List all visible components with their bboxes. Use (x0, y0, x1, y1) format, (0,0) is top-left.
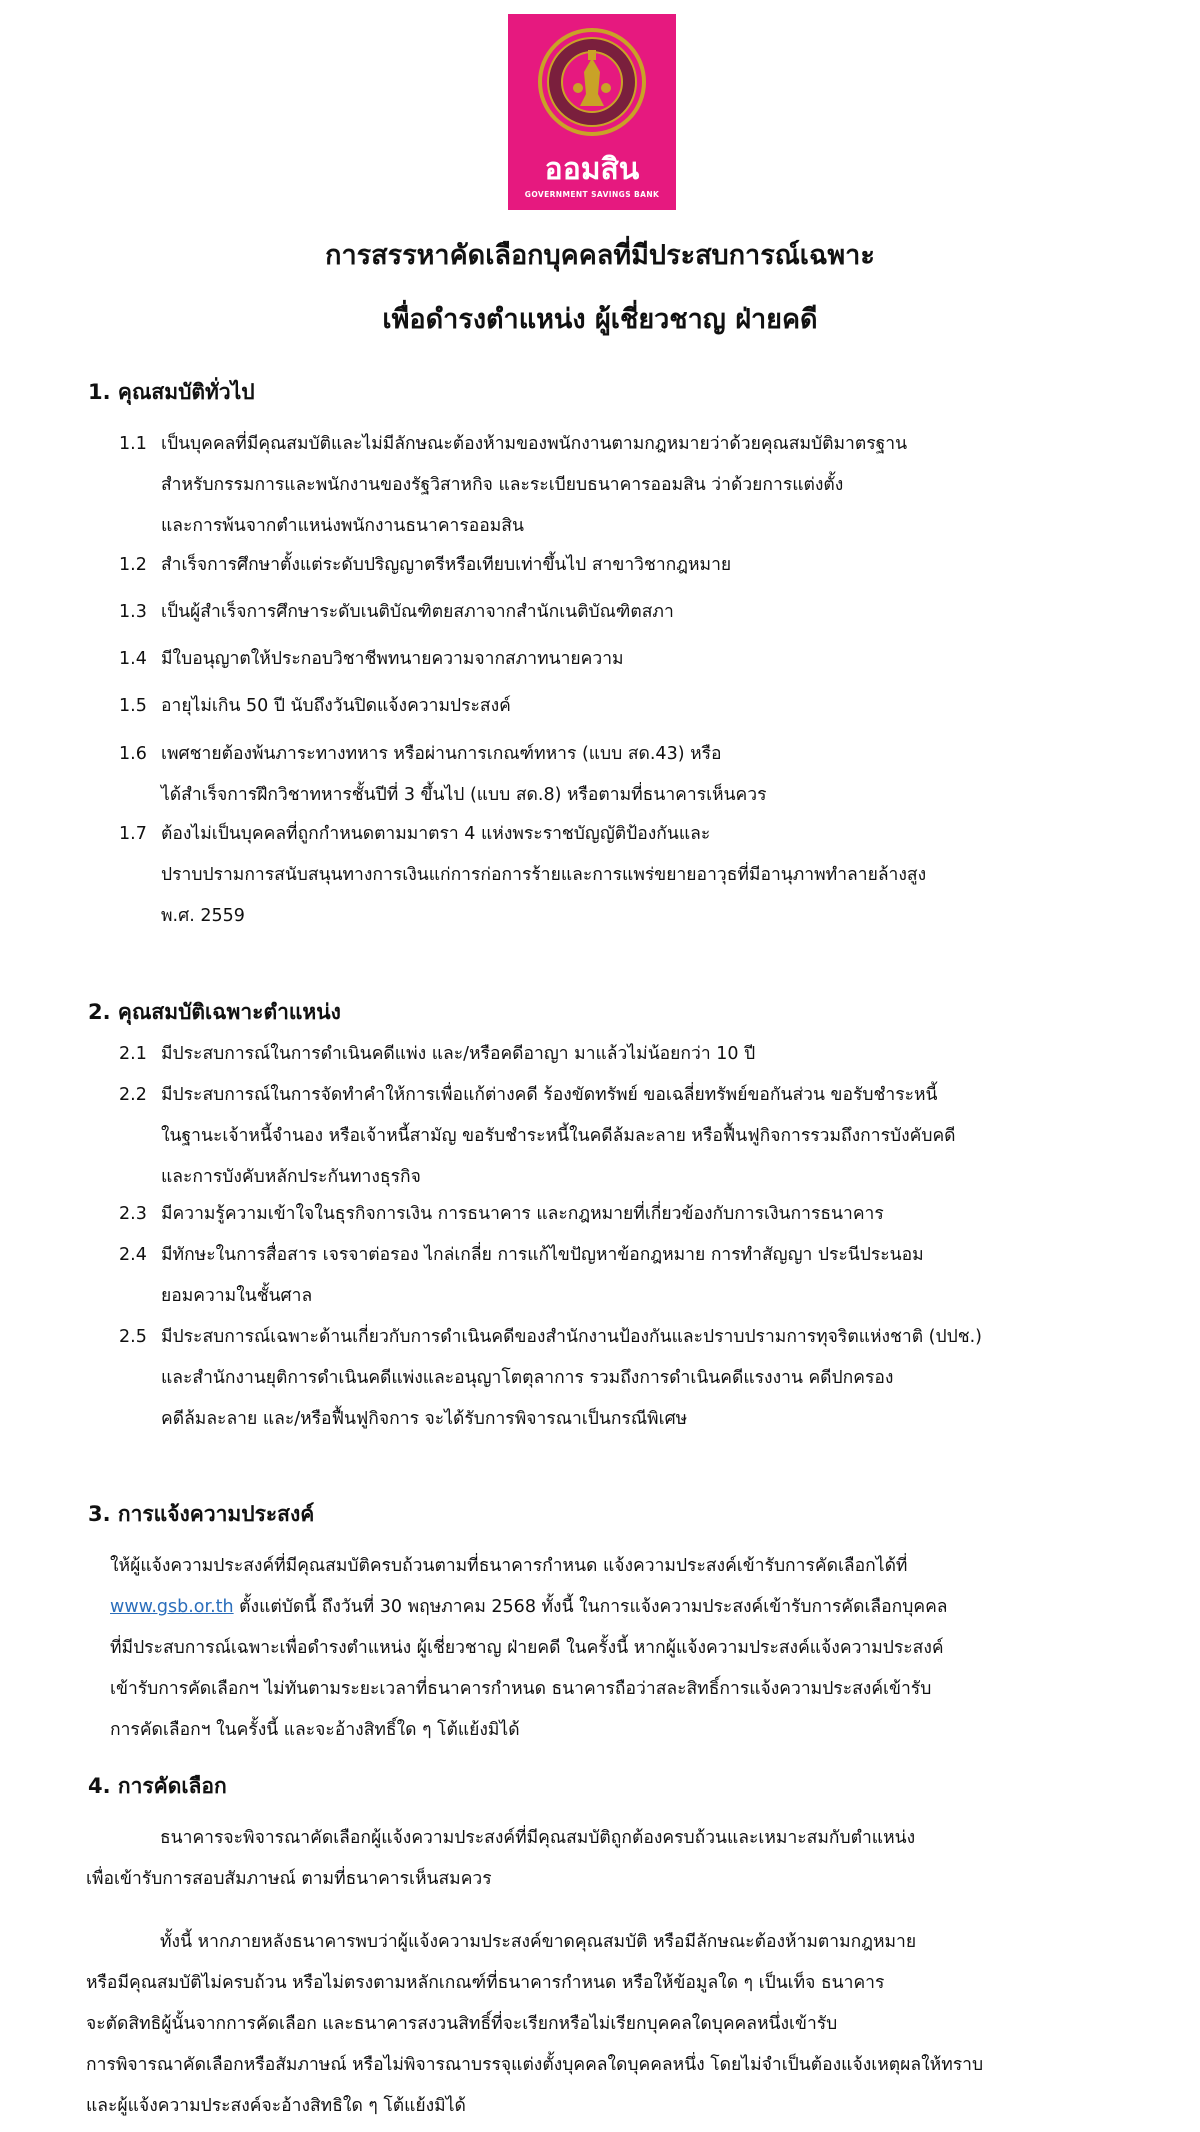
item-line: สำหรับกรรมการและพนักงานของรัฐวิสาหกิจ และระเบียบธนาคารออมสิน ว่าด้วยการแต่งตั้ง (161, 475, 844, 495)
item-line: มีทักษะในการสื่อสาร เจรจาต่อรอง ไกล่เกลี่ย การแก้ไขปัญหาข้อกฎหมาย การทำสัญญา ประนีประนอม (161, 1245, 924, 1265)
paragraph-line: ให้ผู้แจ้งความประสงค์ที่มีคุณสมบัติครบถ้วนตามที่ธนาคารกำหนด แจ้งความประสงค์เข้ารับการคัดเลือกได้ที่ (110, 1556, 908, 1576)
paragraph-line: การพิจารณาคัดเลือกหรือสัมภาษณ์ หรือไม่พิจารณาบรรจุแต่งตั้งบุคคลใดบุคคลหนึ่ง โดยไม่จำเป็นต้องแจ้งเหตุผลให้ทราบ (86, 2055, 984, 2075)
item-number: 2.2 (119, 1085, 147, 1105)
paragraph-line: จะตัดสิทธิผู้นั้นจากการคัดเลือก และธนาคารสงวนสิทธิ์ที่จะเรียกหรือไม่เรียกบุคคลใดบุคคลหนึ่งเข้ารับ (86, 2014, 838, 2034)
item-line: มีประสบการณ์ในการดำเนินคดีแพ่ง และ/หรือคดีอาญา มาแล้วไม่น้อยกว่า 10 ปี (161, 1044, 756, 1064)
item-number: 1.3 (119, 602, 147, 622)
list-item (161, 545, 1171, 586)
list-item (161, 1075, 1171, 1198)
list-item (161, 424, 1171, 547)
item-number: 1.4 (119, 649, 147, 669)
paragraph-line: เข้ารับการคัดเลือกฯ ไม่ทันตามระยะเวลาที่ธนาคารกำหนด ธนาคารถือว่าสละสิทธิ์การแจ้งความประสงค์เข้ารับ (110, 1679, 932, 1699)
item-line: เพศชายต้องพ้นภาระทางทหาร หรือผ่านการเกณฑ์ทหาร (แบบ สด.43) หรือ (161, 744, 722, 764)
item-line: มีประสบการณ์ในการจัดทำคำให้การเพื่อแก้ต่างคดี ร้องขัดทรัพย์ ขอเฉลี่ยทรัพย์ขอกันส่วน ขอรับชำระหนี้ (161, 1085, 938, 1105)
list-item (161, 1317, 1171, 1440)
logo-name-en: GOVERNMENT SAVINGS BANK (524, 190, 660, 199)
logo-name-th: ออมสิน (544, 152, 640, 187)
item-number: 1.5 (119, 696, 147, 716)
list-item (161, 1034, 1171, 1075)
item-line: ในฐานะเจ้าหนี้จำนอง หรือเจ้าหนี้สามัญ ขอรับชำระหนี้ในคดีล้มละลาย หรือฟื้นฟูกิจการรวมถึงการบังคับคดี (161, 1126, 956, 1146)
list-item (161, 639, 1171, 680)
item-line: ได้สำเร็จการฝึกวิชาทหารชั้นปีที่ 3 ขึ้นไป (แบบ สด.8) หรือตามที่ธนาคารเห็นควร (161, 785, 767, 805)
item-number: 2.3 (119, 1204, 147, 1224)
page-title-line1: การสรรหาคัดเลือกบุคคลที่มีประสบการณ์เฉพาะ (325, 240, 875, 271)
item-line: คดีล้มละลาย และ/หรือฟื้นฟูกิจการ จะได้รับการพิจารณาเป็นกรณีพิเศษ (161, 1409, 688, 1429)
list-item (161, 686, 1171, 727)
list-item (161, 814, 1171, 937)
item-line: อายุไม่เกิน 50 ปี นับถึงวันปิดแจ้งความประสงค์ (161, 696, 511, 716)
item-line: ปราบปรามการสนับสนุนทางการเงินแก่การก่อการร้ายและการแพร่ขยายอาวุธที่มีอานุภาพทำลายล้างสูง (161, 865, 927, 885)
paragraph-line: การคัดเลือกฯ ในครั้งนี้ และจะอ้างสิทธิ์ใด ๆ โต้แย้งมิได้ (110, 1720, 520, 1740)
gsb-logo (508, 14, 676, 210)
paragraph-line: ทั้งนี้ หากภายหลังธนาคารพบว่าผู้แจ้งความประสงค์ขาดคุณสมบัติ หรือมีลักษณะต้องห้ามตามกฎหมาย (160, 1932, 917, 1952)
item-line: ต้องไม่เป็นบุคคลที่ถูกกำหนดตามมาตรา 4 แห่งพระราชบัญญัติป้องกันและ (161, 824, 711, 844)
page-title-line2: เพื่อดำรงตำแหน่ง ผู้เชี่ยวชาญ ฝ่ายคดี (382, 304, 818, 335)
paragraph-line: เพื่อเข้ารับการสอบสัมภาษณ์ ตามที่ธนาคารเห็นสมควร (86, 1869, 492, 1889)
paragraph-line: ธนาคารจะพิจารณาคัดเลือกผู้แจ้งความประสงค์ที่มีคุณสมบัติถูกต้องครบถ้วนและเหมาะสมกับตำแหน่ง (160, 1828, 916, 1848)
gsb-website-link[interactable]: www.gsb.or.th (110, 1597, 234, 1617)
item-line: และสำนักงานยุติการดำเนินคดีแพ่งและอนุญาโตตุลาการ รวมถึงการดำเนินคดีแรงงาน คดีปกครอง (161, 1368, 894, 1388)
paragraph-line: ที่มีประสบการณ์เฉพาะเพื่อดำรงตำแหน่ง ผู้เชี่ยวชาญ ฝ่ายคดี ในครั้งนี้ หากผู้แจ้งความประสงค์แจ้งความประสงค์ (110, 1638, 944, 1658)
item-line: เป็นบุคคลที่มีคุณสมบัติและไม่มีลักษณะต้องห้ามของพนักงานตามกฎหมายว่าด้วยคุณสมบัติมาตรฐาน (161, 434, 908, 454)
item-number: 2.1 (119, 1044, 147, 1064)
gsb-seal-icon (508, 14, 676, 154)
item-line: มีประสบการณ์เฉพาะด้านเกี่ยวกับการดำเนินคดีของสำนักงานป้องกันและปราบปรามการทุจริตแห่งชาติ (ปปช.) (161, 1327, 982, 1347)
list-item (161, 1194, 1171, 1235)
item-line: ยอมความในชั้นศาล (161, 1286, 313, 1306)
item-number: 1.2 (119, 555, 147, 575)
item-number: 2.4 (119, 1245, 147, 1265)
list-item (161, 1235, 1171, 1317)
list-item (161, 734, 1171, 816)
item-line: มีความรู้ความเข้าใจในธุรกิจการเงิน การธนาคาร และกฎหมายที่เกี่ยวข้องกับการเงินการธนาคาร (161, 1204, 884, 1224)
item-line: และการพ้นจากตำแหน่งพนักงานธนาคารออมสิน (161, 516, 524, 536)
section1-heading: 1. คุณสมบัติทั่วไป (88, 380, 255, 404)
paragraph-line: หรือมีคุณสมบัติไม่ครบถ้วน หรือไม่ตรงตามหลักเกณฑ์ที่ธนาคารกำหนด หรือให้ข้อมูลใด ๆ เป็นเท็จ ธนาคาร (86, 1973, 885, 1993)
list-item (161, 592, 1171, 633)
section2-heading: 2. คุณสมบัติเฉพาะตำแหน่ง (88, 1000, 341, 1024)
section4-heading: 4. การคัดเลือก (88, 1774, 227, 1798)
item-number: 1.7 (119, 824, 147, 844)
paragraph-line: และผู้แจ้งความประสงค์จะอ้างสิทธิใด ๆ โต้แย้งมิได้ (86, 2096, 466, 2116)
paragraph-text: ตั้งแต่บัดนี้ ถึงวันที่ 30 พฤษภาคม 2568 ทั้งนี้ ในการแจ้งความประสงค์เข้ารับการคัดเลือกบุคคล (233, 1597, 948, 1617)
paragraph-line (110, 1591, 948, 1623)
item-line: มีใบอนุญาตให้ประกอบวิชาชีพทนายความจากสภาทนายความ (161, 649, 624, 669)
item-number: 1.1 (119, 434, 147, 454)
item-line: สำเร็จการศึกษาตั้งแต่ระดับปริญญาตรีหรือเทียบเท่าขึ้นไป สาขาวิชากฎหมาย (161, 555, 732, 575)
item-number: 2.5 (119, 1327, 147, 1347)
item-number: 1.6 (119, 744, 147, 764)
item-line: และการบังคับหลักประกันทางธุรกิจ (161, 1167, 421, 1187)
item-line: เป็นผู้สำเร็จการศึกษาระดับเนติบัณฑิตยสภาจากสำนักเนติบัณฑิตสภา (161, 602, 674, 622)
section3-heading: 3. การแจ้งความประสงค์ (88, 1502, 315, 1526)
item-line: พ.ศ. 2559 (161, 906, 245, 926)
